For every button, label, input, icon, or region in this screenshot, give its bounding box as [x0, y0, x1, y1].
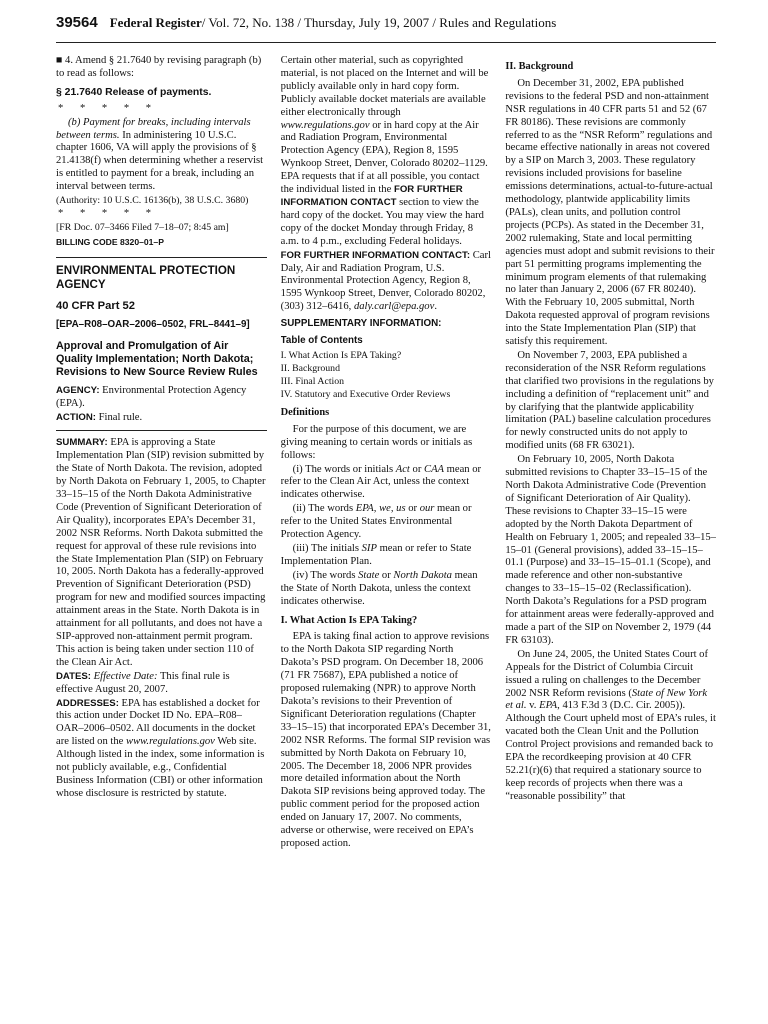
ellipsis-stars: * * * * * [58, 208, 152, 220]
column-1 [56, 55, 267, 1010]
text-span: Certain other material, such as copyrighted material, is not placed on the Internet and will be publicly available only in hard copy form. Publicly available docket materials are available either electronically through [280, 55, 489, 118]
amendment-instruction: ■ 4. Amend § 21.7640 by revising paragraph (b) to read as follows: [56, 55, 262, 79]
toc-item: IV. Statutory and Executive Order Reviews [280, 388, 451, 400]
section-heading: § 21.7640 Release of payments. [56, 86, 212, 98]
definition-iv [281, 570, 492, 609]
toc-item: III. Final Action [280, 375, 345, 387]
toc-title: Table of Contents [280, 335, 363, 347]
text-span: section to view the hard copy of the docket. You may view the hard copy of the docket Monday through Friday, 8 a.m. to 4 p.m., excluding Federal holidays. [280, 196, 484, 247]
addresses-text-cont: Web site. Although listed in the index, some information is not publicly available, e.g., Confidential Business Information (CBI) or other information whose disclosure is restricted by statute. [56, 736, 265, 799]
regulations-gov-link[interactable]: www.regulations.gov [126, 736, 215, 748]
action-text: Final rule. [95, 411, 143, 423]
paragraph-b-text: In administering 10 U.S.C. chapter 1606, VA will apply the provisions of § 21.4138(f) when determining whether a reservist is entitled to payment for a break, including an interval between terms. [56, 129, 264, 193]
cfr-part: 40 CFR Part 52 [56, 299, 135, 312]
addresses [56, 698, 267, 801]
dates-label: DATES: [56, 670, 91, 682]
email-link[interactable]: daly.carl@epa.gov [353, 301, 435, 313]
text-span: . [434, 301, 437, 313]
section-1-heading: I. What Action Is EPA Taking? [280, 614, 418, 626]
definition-ii [281, 503, 492, 542]
divider [56, 430, 267, 431]
case-name: EPA [539, 700, 558, 712]
text-span: or [409, 463, 424, 475]
text-span: , 413 F.3d 3 (D.C. Cir. 2005)). Although the Court upheld most of EPA’s rules, it vacated both the Clean Unit and the Pollution Control Project provisions and remanded back to EPA the recordkeeping provision at 40 CFR 52.21(r)(6) that required a stationary source to keep records of projects when there was a “reasonable possibility” that [505, 700, 716, 802]
dates-text: This final rule is effective August 20, 2007. [56, 670, 230, 695]
text-span: or [379, 569, 394, 581]
term: SIP [361, 543, 377, 554]
toc-item: I. What Action Is EPA Taking? [280, 349, 402, 361]
toc-item: II. Background [280, 362, 340, 374]
dates [56, 671, 267, 697]
divider [56, 257, 267, 258]
term: our [419, 503, 435, 515]
paragraph-b [56, 117, 267, 194]
text-span: mean or refer to State Implementation Plan. [280, 543, 472, 567]
regulations-gov-link[interactable]: www.regulations.gov [280, 119, 370, 131]
contact-text: Carl Daly, Air and Radiation Program, U.S. Environmental Protection Agency, Region 8, 1595 Wynkoop Street, Denver, Colorado 80202, (303) 312–6416, [280, 249, 491, 313]
agency-text: Environmental Protection Agency (EPA). [56, 384, 247, 409]
summary-text: EPA is approving a State Implementation Plan (SIP) revision submitted by the State of North Dakota. The revision, adopted by North Dakota on February 1, 2005, to Chapter 33–15–15 of the North Dakota Administrative Code (Prevention of Significant Deterioration of Air Quality), incorporates EPA’s December 31, 2002 NSR Reforms. North Dakota submitted the request for approval of these rule revisions into the State Implementation Plan (SIP) on February 10, 2005. North Dakota has a federally-approved Prevention of Significant Deterioration (PSD) program for new and modified sources impacting attainment areas in the State. North Dakota is in attainment for all pollutants, and does not have a SIP-approved non-attainment permit program. This action is being taken under section 110 of the Clean Air Act. [56, 437, 266, 668]
contact-label: FOR FURTHER INFORMATION CONTACT: [280, 249, 471, 261]
definition-iii [281, 543, 492, 569]
paragraph-b-title: (b) Payment for breaks, including intervals between terms. [56, 116, 251, 141]
agency-line [56, 385, 267, 411]
term: North Dakota [393, 569, 452, 581]
summary-label: SUMMARY: [56, 437, 108, 449]
action-label: ACTION: [56, 411, 96, 423]
summary [56, 437, 267, 669]
fr-doc-line: [FR Doc. 07–3466 Filed 7–18–07; 8:45 am] [56, 221, 229, 233]
supplementary-label: SUPPLEMENTARY INFORMATION: [280, 318, 442, 330]
text-span: mean or refer to the United States Environmental Protection Agency. [280, 503, 472, 541]
section-2-heading: II. Background [505, 61, 574, 72]
section-1-text: EPA is taking final action to approve revisions to the North Dakota SIP regarding North Dakota’s PSD program. On December 18, 2006 (71 FR 75687), EPA published a notice of proposed rulemaking (NPR) to approve North Dakota’s revisions to their Prevention of Significant Deterioration regulations (Chapter 33–15–15) that incorporated EPA’s December 31, 2002 NSR Reforms. The formal SIP revision was submitted by North Dakota on February 10, 2005. The December 18, 2006 NPR provides more detailed information about the North Dakota SIP revisions being approved today. The public comment period for the proposed action ended on January 17, 2007. No comments, adverse or otherwise, were received on EPA’s proposed action. [280, 631, 491, 849]
page-header [56, 14, 716, 43]
text-span: (iii) The initials [292, 543, 362, 554]
action-line [56, 412, 267, 425]
background-paragraph [505, 649, 716, 804]
ellipsis-stars: * * * * * [58, 102, 152, 114]
issue-details: / Vol. 72, No. 138 / Thursday, July 19, 2007 / Rules and Regulations [201, 15, 557, 30]
contact-info [281, 250, 492, 315]
term: CAA [424, 463, 445, 475]
text-span: v. [526, 700, 540, 712]
docket-availability [281, 55, 492, 249]
text-span: mean the State of North Dakota, unless the context indicates otherwise. [280, 569, 478, 607]
running-head [110, 15, 557, 31]
page-number: 39564 [56, 14, 98, 31]
text-span: or in hard copy at the Air and Radiation Program, Environmental Protection Agency (EPA), Region 8, 1595 Wynkoop Street, Denver, Colorado 80202–1129. EPA requests that if at all possible, you contact the individual listed in the [280, 119, 488, 196]
term: State [358, 569, 380, 581]
text-span: (iv) The words [292, 569, 359, 581]
term: Act [395, 463, 410, 475]
authority-citation: (Authority: 10 U.S.C. 16136(b), 38 U.S.C. 3680) [56, 195, 249, 207]
docket-number: [EPA–R08–OAR–2006–0502, FRL–8441–9] [56, 318, 250, 330]
column-2 [281, 55, 492, 1010]
definitions-heading: Definitions [280, 406, 330, 418]
definition-i [281, 464, 492, 503]
journal-name: Federal Register [109, 15, 202, 30]
page [56, 14, 716, 1014]
text-span: or [405, 503, 420, 515]
background-paragraph: On November 7, 2003, EPA published a reconsideration of the NSR Reform regulations that clarified two provisions in the regulations by including a definition of “replacement unit” and by clarifying that the plantwide applicability limitation (PAL) baseline calculation procedures for newly constructed units do not apply to modified units (68 FR 63021). [505, 349, 714, 452]
agency-title: ENVIRONMENTAL PROTECTION AGENCY [56, 263, 236, 291]
column-3 [505, 55, 716, 1010]
document-title: Approval and Promulgation of Air Quality Implementation; North Dakota; Revisions to New Source Review Rules [56, 339, 258, 378]
addresses-text: EPA has established a docket for this action under Docket ID No. EPA–R08–OAR–2006–0502. All documents in the docket are listed on the [56, 697, 260, 748]
term: EPA, we, us [355, 503, 406, 515]
background-paragraph: On February 10, 2005, North Dakota submitted revisions to Chapter 33–15–15 of the North Dakota Administrative Code (Prevention of Significant Deterioration of Air Quality). These revisions to Chapter 33–15–15 were adopted by the North Dakota Department of Health on February 1, 2005; and repealed 33–15–15–01 (General provisions), added 33–15–15–01.1 (Purpose) and 33–15–15–01.1 (Scope), and made reference and other non-substantive changes to 33–15–15–02 (Reclassification). North Dakota’s Regulations for a PSD program for attainment areas were federally-approved and made a part of the SIP on November 2, 1979 (44 FR 63103). [505, 454, 716, 646]
addresses-label: ADDRESSES: [56, 697, 119, 709]
contact-reference: FOR FURTHER INFORMATION CONTACT [280, 184, 463, 208]
agency-label: AGENCY: [56, 384, 100, 396]
case-name: State of New York et al. [505, 687, 708, 712]
definitions-intro: For the purpose of this document, we are giving meaning to certain words or initials as follows: [280, 423, 473, 461]
dates-effective-label: Effective Date: [91, 670, 158, 682]
text-span: (ii) The words [292, 503, 356, 515]
text-span: mean or refer to the Clean Air Act, unless the context indicates otherwise. [280, 463, 482, 501]
billing-code: BILLING CODE 8320–01–P [56, 236, 164, 247]
columns [56, 55, 716, 1010]
background-paragraph: On December 31, 2002, EPA published revisions to the federal PSD and non-attainment NSR regulations in 40 CFR parts 51 and 52 (67 FR 80186). These revisions are commonly referred to as the “NSR Reform” regulations and became effective nationally in areas not covered by a SIP on March 3, 2003. These regulatory revisions included provisions for baseline emissions determinations, actual-to-future-actual methodology, plantwide applicability limits (PALs), clean units, and pollution control projects (PCPs). As stated in the December 31, 2002 rulemaking, State and local permitting agencies must adopt and submit revisions to their part 51 permitting programs implementing the minimum program elements of that rulemaking no later than January 2, 2006 (67 FR 80240). With the February 10, 2005 submittal, North Dakota requested approval of program revisions into the State Implementation Plan (SIP) that satisfy this requirement. [505, 77, 715, 348]
text-span: On June 24, 2005, the United States Court of Appeals for the District of Columbia Circuit issued a ruling on challenges to the December 2002 NSR Reform revisions ( [505, 648, 709, 699]
text-span: (i) The words or initials [292, 463, 396, 475]
